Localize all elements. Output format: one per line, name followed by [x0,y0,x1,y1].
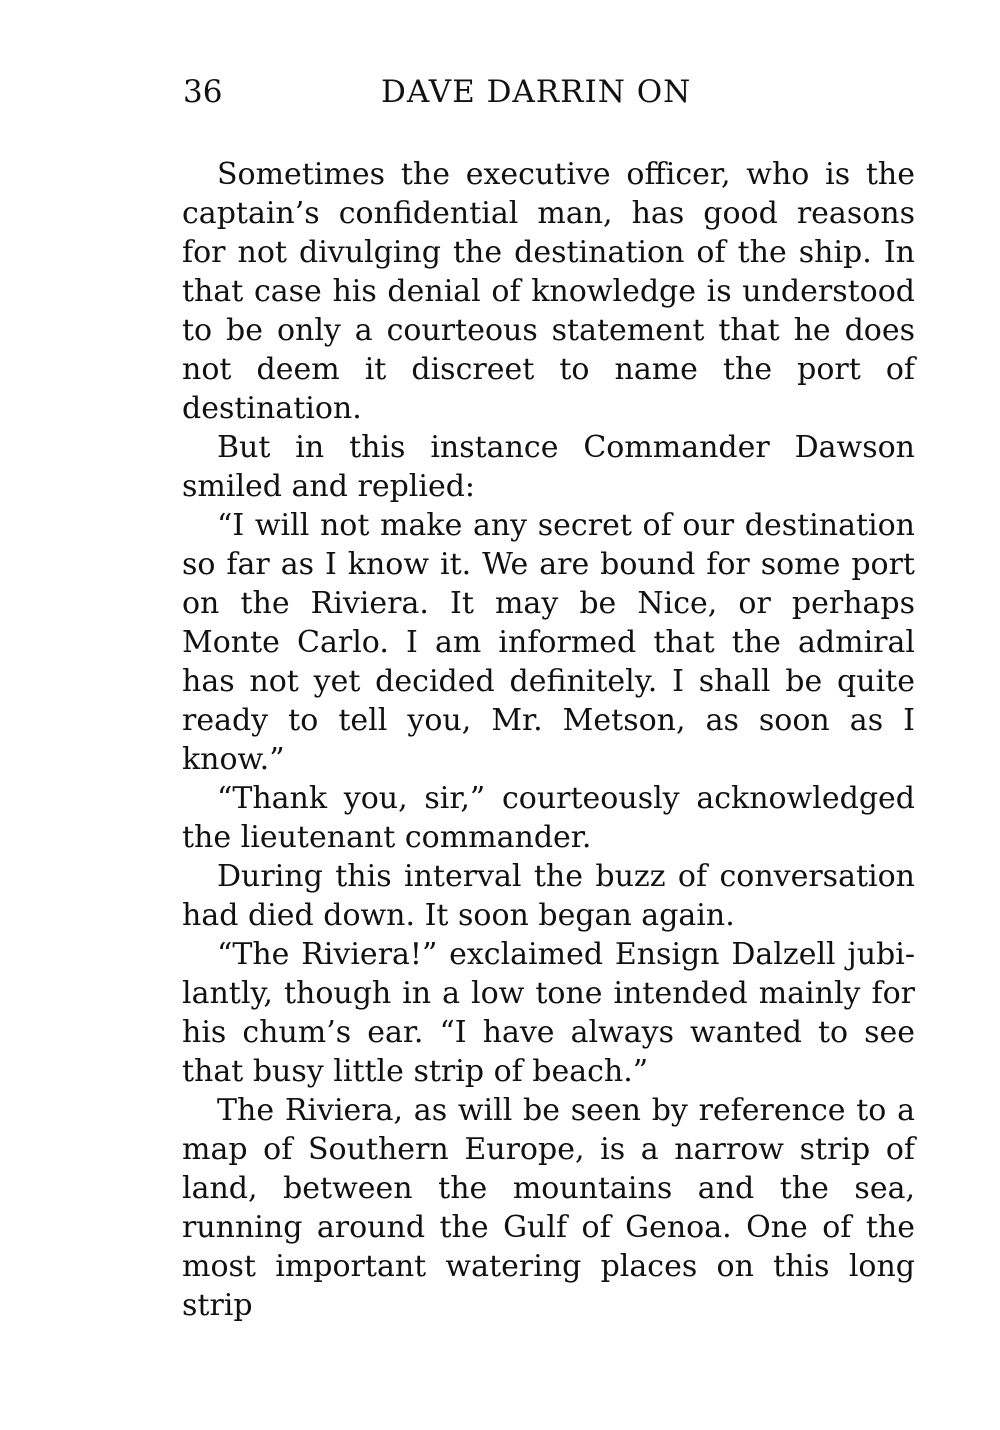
paragraph: But in this instance Commander Dawson smiled and replied: [182,430,915,504]
paragraph: “The Riviera!” exclaimed Ensign Dalzell jubilantly, though in a low tone intended mainly for his chum’s ear. “I have always wanted to see that busy little strip of beach.” [182,937,915,1089]
running-head: DAVE DARRIN ON [381,74,692,110]
paragraph: Sometimes the executive officer, who is the captain’s confidential man, has good reasons for not divulging the destination of the ship. In that case his denial of knowledge is understood to be only a courteous statement that he does not deem it discreet to name the port of destination. [182,157,915,426]
page-number: 36 [183,74,223,110]
paragraph: During this interval the buzz of conversation had died down. It soon began again. [182,859,915,933]
paragraph: “Thank you, sir,” courteously acknowledged the lieutenant commander. [182,781,915,855]
paragraph: “I will not make any secret of our destination so far as I know it. We are bound for some port on the Riviera. It may be Nice, or perhaps Monte Carlo. I am informed that the admiral has not yet decided definitely. I shall be quite ready to tell you, Mr. Metson, as soon as I know.” [182,508,915,777]
body-text [182,155,915,1325]
page-header [183,72,719,112]
paragraph: The Riviera, as will be seen by reference to a map of Southern Europe, is a narrow strip of land, between the mountains and the sea, running around the Gulf of Genoa. One of the most important watering places on this long strip [182,1093,915,1323]
